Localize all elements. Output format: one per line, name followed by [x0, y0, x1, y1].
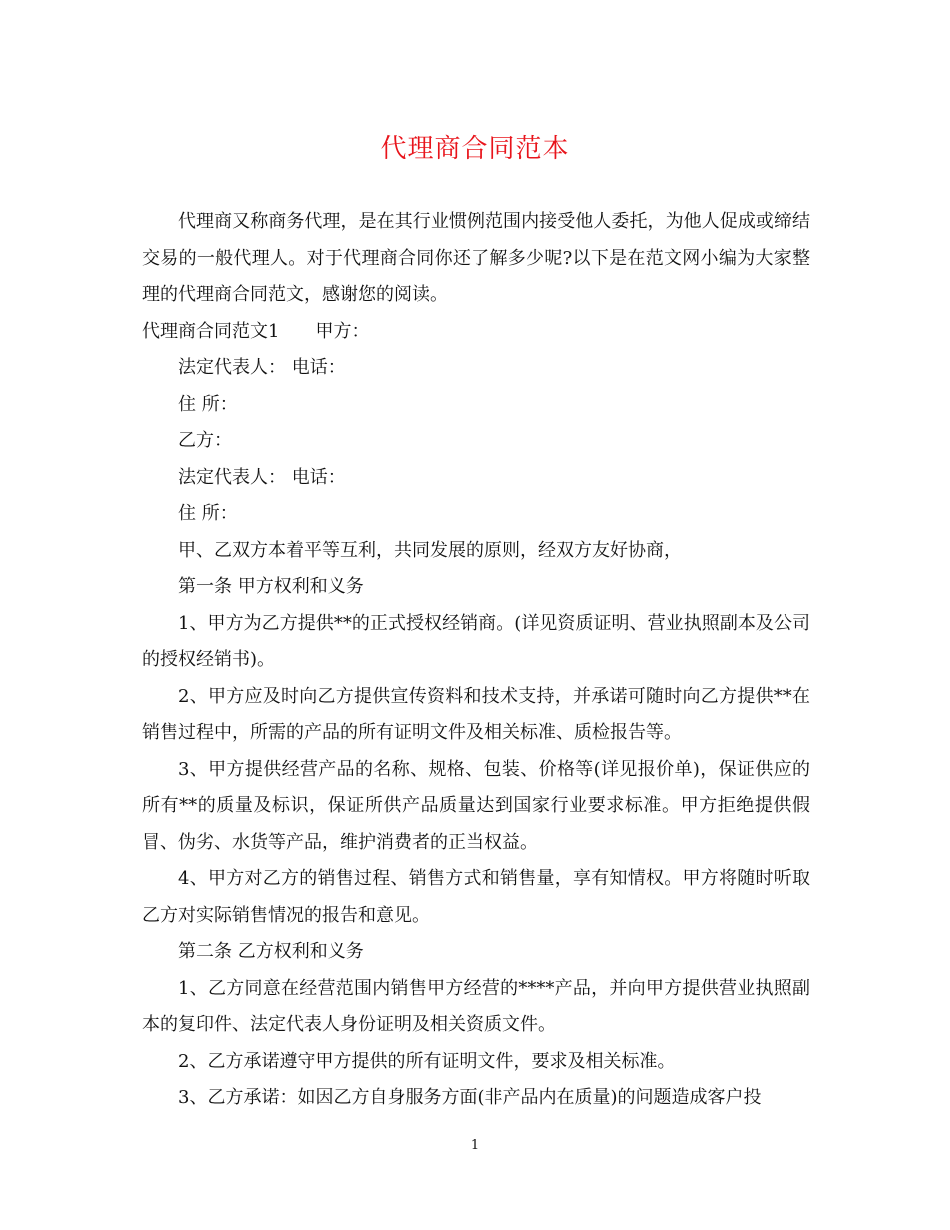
party-b-label: 乙方： — [178, 430, 232, 451]
party-a-representative: 法定代表人： 电话： — [178, 357, 346, 378]
sample-heading: 代理商合同范文1 — [142, 320, 280, 342]
article-1-heading: 第一条 甲方权利和义务 — [178, 576, 364, 597]
article-2-heading: 第二条 乙方权利和义务 — [178, 941, 364, 962]
article-1-item: 1、甲方为乙方提供**的正式授权经销商。(详见资质证明、营业执照副本及公司的授权经销书)。 — [142, 612, 810, 670]
sample-heading-line — [142, 314, 810, 351]
document-title: 代理商合同范本 — [380, 134, 570, 164]
agreement-preamble: 甲、乙双方本着平等互利，共同发展的原则，经双方友好协商， — [178, 539, 682, 561]
party-a-address: 住 所： — [178, 393, 238, 415]
party-b-representative: 法定代表人： 电话： — [178, 466, 346, 488]
party-a-label: 甲方： — [315, 320, 370, 342]
document-body — [142, 204, 810, 1117]
page-number: 1 — [470, 1138, 480, 1153]
article-2-item: 3、乙方承诺：如因乙方自身服务方面(非产品内在质量)的问题造成客户投 — [178, 1087, 762, 1108]
article-2-item: 2、乙方承诺遵守甲方提供的所有证明文件，要求及相关标准。 — [178, 1050, 676, 1072]
article-1-item: 3、甲方提供经营产品的名称、规格、包装、价格等(详见报价单)，保证供应的所有**的质量及标识，保证所供产品质量达到国家行业要求标准。甲方拒绝提供假冒、伪劣、水货等产品，维护消费者的正当权益。 — [142, 758, 810, 853]
article-1-item: 4、甲方对乙方的销售过程、销售方式和销售量，享有知情权。甲方将随时听取乙方对实际销售情况的报告和意见。 — [142, 868, 810, 926]
article-2-item: 1、乙方同意在经营范围内销售甲方经营的****产品，并向甲方提供营业执照副本的复印件、法定代表人身份证明及相关资质文件。 — [142, 977, 810, 1035]
intro-paragraph: 代理商又称商务代理，是在其行业惯例范围内接受他人委托，为他人促成或缔结交易的一般代理人。对于代理商合同你还了解多少呢?以下是在范文网小编为大家整理的代理商合同范文，感谢您的阅读。 — [142, 211, 810, 305]
article-1-item: 2、甲方应及时向乙方提供宣传资料和技术支持，并承诺可随时向乙方提供**在销售过程中，所需的产品的所有证明文件及相关标准、质检报告等。 — [142, 685, 810, 743]
party-b-address: 住 所： — [178, 503, 238, 524]
